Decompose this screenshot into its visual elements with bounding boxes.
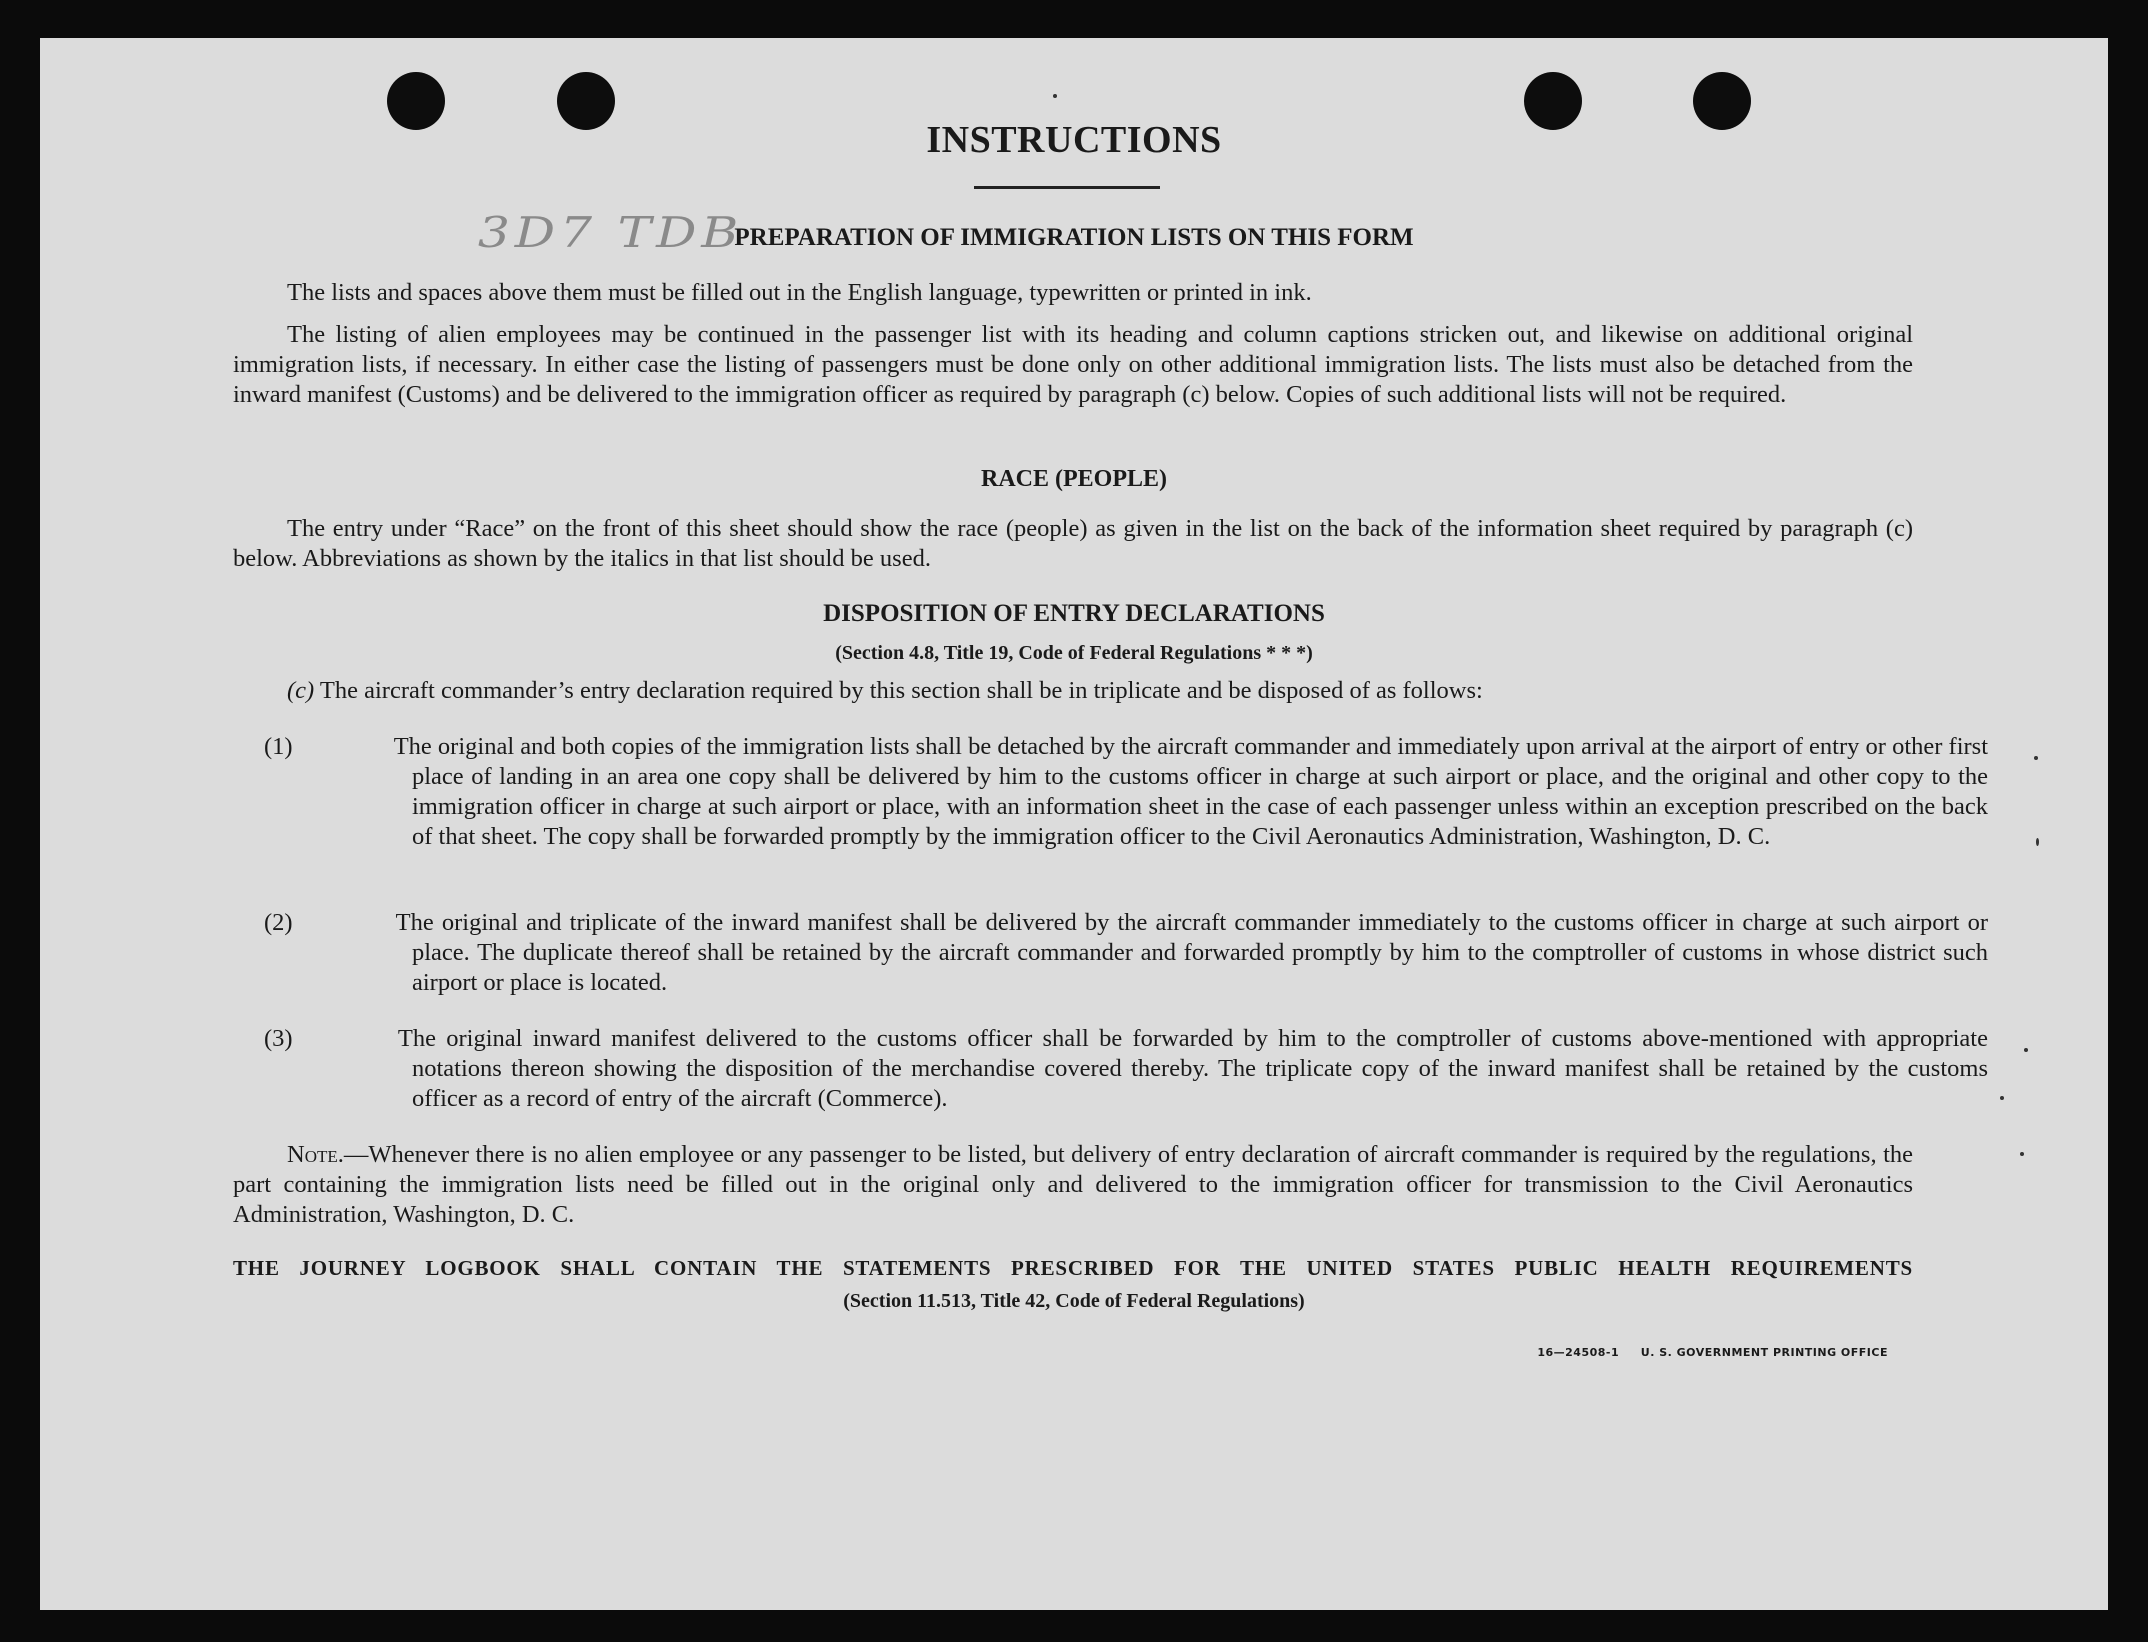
list-item <box>264 732 1989 852</box>
list-item <box>264 1024 1988 1114</box>
form-number: 16—24508-1 <box>1537 1346 1620 1359</box>
note-text: —Whenever there is no alien employee or any passenger to be listed, but delivery of entry declaration of aircraft commander is required by the regulations, the part containing the immigration lists need be filled out in the original only and delivered to the immigration officer for transmission to the Civil Aeronautics Administration, Washington, D. C. <box>233 1141 1913 1228</box>
disposition-citation: (Section 4.8, Title 19, Code of Federal Regulations * * *) <box>835 642 1313 664</box>
printer-imprint <box>1537 1346 1888 1359</box>
item-text: The original and triplicate of the inward manifest shall be delivered by the aircraft commander immediately to the customs officer in charge at such airport or place. The duplicate thereof shall be retained by the aircraft commander and forwarded promptly by him to the comptroller of customs in whose district such airport or place is located. <box>395 909 1988 996</box>
speck <box>2000 1096 2004 1100</box>
heading-disposition: DISPOSITION OF ENTRY DECLARATIONS <box>823 600 1325 627</box>
disposition-intro-text: The aircraft commander’s entry declaration required by this section shall be in triplicate and be disposed of as follows: <box>319 677 1483 704</box>
preparation-paragraph-1: The lists and spaces above them must be filled out in the English language, typewritten or printed in ink. <box>287 279 1312 306</box>
printer-name: U. S. GOVERNMENT PRINTING OFFICE <box>1640 1346 1888 1359</box>
disposition-intro <box>287 676 1913 706</box>
paragraph-label: (c) <box>287 677 315 704</box>
speck <box>2036 838 2039 846</box>
note-paragraph <box>233 1140 1913 1230</box>
item-number: (3) <box>264 1025 293 1052</box>
item-text: The original and both copies of the immigration lists shall be detached by the aircraft commander and immediately upon arrival at the airport of entry or other first place of landing in an area one copy shall be delivered by him to the customs officer in charge at such airport or place, and the original and other copy to the immigration officer in charge at such airport or place, with an information sheet in the case of each passenger unless within an exception prescribed on the back of that sheet. The copy shall be forwarded promptly by the immigration officer to the Civil Aeronautics Administration, Washington, D. C. <box>393 733 1989 850</box>
title-underline <box>974 186 1160 189</box>
note-label: Note. <box>287 1141 344 1168</box>
preparation-paragraph-2: The listing of alien employees may be continued in the passenger list with its heading and column captions stricken out, and likewise on additional original immigration lists, if necessary. In either case the listing of passengers must be done only on other additional immigration lists. The lists must also be detached from the inward manifest (Customs) and be delivered to the immigration officer as required by paragraph (c) below. Copies of such additional lists will not be required. <box>233 321 1913 408</box>
item-text: The original inward manifest delivered to the customs officer shall be forwarded by him to the comptroller of customs above-mentioned with appropriate notations thereon showing the disposition of the merchandise covered thereby. The triplicate copy of the inward manifest shall be retained by the customs officer as a record of entry of the aircraft (Commerce). <box>397 1025 1988 1112</box>
race-paragraph: The entry under “Race” on the front of this sheet should show the race (people) as given in the list on the back of the information sheet required by paragraph (c) below. Abbreviations as shown by the italics in that list should be used. <box>233 515 1913 572</box>
page-title: INSTRUCTIONS <box>926 119 1222 161</box>
speck <box>1053 94 1057 98</box>
torn-bottom-edge <box>40 1560 2108 1620</box>
speck <box>2034 756 2038 760</box>
speck <box>2024 1048 2028 1052</box>
item-number: (2) <box>264 909 293 936</box>
item-number: (1) <box>264 733 293 760</box>
heading-race: RACE (PEOPLE) <box>981 466 1167 492</box>
heading-preparation: PREPARATION OF IMMIGRATION LISTS ON THIS FORM <box>734 224 1414 251</box>
handwritten-mark: 3D7 TDB <box>477 208 744 257</box>
health-requirements-statement: THE JOURNEY LOGBOOK SHALL CONTAIN THE STATEMENTS PRESCRIBED FOR THE UNITED STATES PUBLIC HEALTH REQUIREMENTS <box>233 1256 1913 1280</box>
list-item <box>264 908 1988 998</box>
health-requirements-citation: (Section 11.513, Title 42, Code of Federal Regulations) <box>843 1290 1305 1312</box>
speck <box>2020 1152 2024 1156</box>
